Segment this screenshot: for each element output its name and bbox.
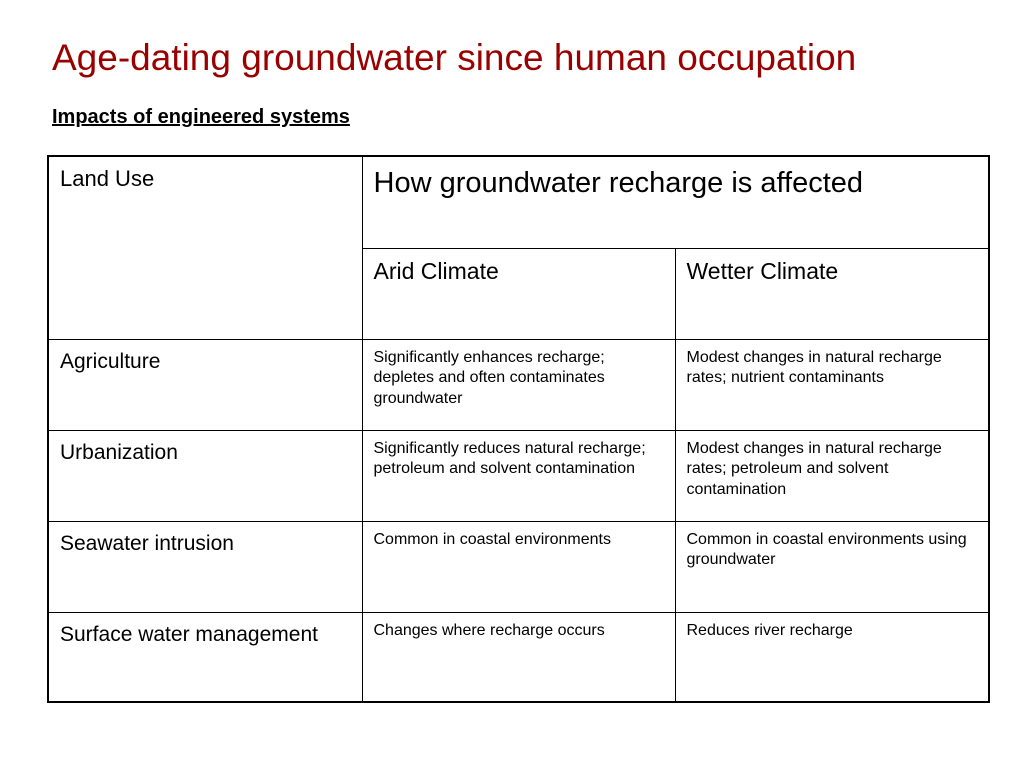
wetter-climate-header: Wetter Climate bbox=[675, 248, 988, 339]
table-row bbox=[49, 339, 988, 430]
table-row bbox=[49, 430, 988, 521]
arid-effect-cell: Significantly enhances recharge; depletes and often contaminates groundwater bbox=[362, 339, 675, 430]
land-use-header: Land Use bbox=[49, 157, 362, 339]
arid-effect-cell: Significantly reduces natural recharge; petroleum and solvent contamination bbox=[362, 430, 675, 521]
recharge-impact-table bbox=[47, 155, 990, 703]
wetter-effect-cell: Common in coastal environments using groundwater bbox=[675, 521, 988, 612]
table-row bbox=[49, 612, 988, 703]
land-use-cell: Seawater intrusion bbox=[49, 521, 362, 612]
arid-effect-cell: Changes where recharge occurs bbox=[362, 612, 675, 703]
slide-title: Age-dating groundwater since human occupation bbox=[52, 37, 857, 78]
wetter-effect-cell: Modest changes in natural recharge rates; nutrient contaminants bbox=[675, 339, 988, 430]
slide-subtitle: Impacts of engineered systems bbox=[52, 106, 350, 128]
table-row bbox=[49, 521, 988, 612]
land-use-cell: Agriculture bbox=[49, 339, 362, 430]
recharge-table-grid bbox=[49, 157, 988, 703]
wetter-effect-cell: Reduces river recharge bbox=[675, 612, 988, 703]
land-use-cell: Urbanization bbox=[49, 430, 362, 521]
recharge-effect-header: How groundwater recharge is affected bbox=[362, 157, 988, 248]
arid-effect-cell: Common in coastal environments bbox=[362, 521, 675, 612]
table-body bbox=[49, 157, 988, 703]
header-row-top bbox=[49, 157, 988, 248]
arid-climate-header: Arid Climate bbox=[362, 248, 675, 339]
wetter-effect-cell: Modest changes in natural recharge rates; petroleum and solvent contamination bbox=[675, 430, 988, 521]
land-use-cell: Surface water management bbox=[49, 612, 362, 703]
